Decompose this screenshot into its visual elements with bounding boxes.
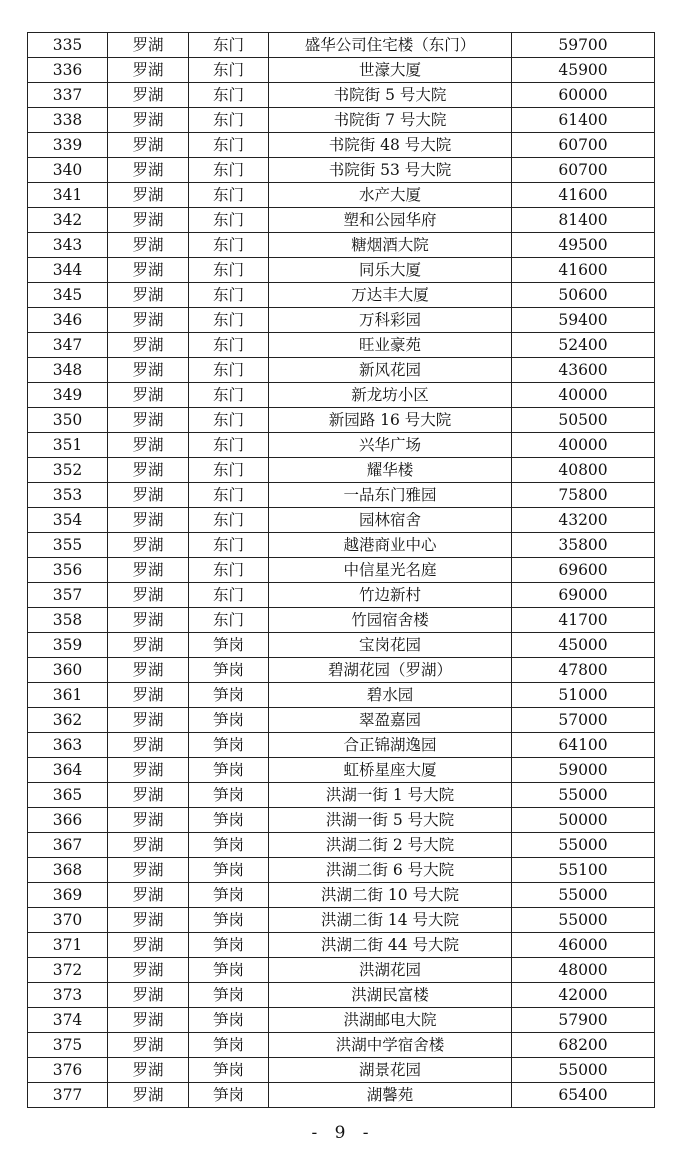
district-cell: 罗湖 (108, 1058, 189, 1083)
row-number-cell: 360 (28, 658, 108, 683)
property-name-cell: 洪湖二街 10 号大院 (269, 883, 512, 908)
district-cell: 罗湖 (108, 183, 189, 208)
property-name-cell: 碧湖花园（罗湖） (269, 658, 512, 683)
district-cell: 罗湖 (108, 408, 189, 433)
price-cell: 69600 (512, 558, 655, 583)
table-row (28, 158, 655, 183)
price-cell: 55000 (512, 908, 655, 933)
table-row (28, 1083, 655, 1108)
street-cell: 东门 (189, 283, 269, 308)
table-row (28, 858, 655, 883)
property-name-cell: 旺业豪苑 (269, 333, 512, 358)
property-name-cell: 塑和公园华府 (269, 208, 512, 233)
district-cell: 罗湖 (108, 208, 189, 233)
street-cell: 笋岗 (189, 1058, 269, 1083)
table-row (28, 483, 655, 508)
property-name-cell: 盛华公司住宅楼（东门） (269, 33, 512, 58)
row-number-cell: 377 (28, 1083, 108, 1108)
price-cell: 48000 (512, 958, 655, 983)
row-number-cell: 341 (28, 183, 108, 208)
street-cell: 东门 (189, 308, 269, 333)
street-cell: 东门 (189, 533, 269, 558)
row-number-cell: 336 (28, 58, 108, 83)
property-name-cell: 书院街 48 号大院 (269, 133, 512, 158)
table-row (28, 683, 655, 708)
table-row (28, 933, 655, 958)
district-cell: 罗湖 (108, 83, 189, 108)
price-cell: 60000 (512, 83, 655, 108)
property-name-cell: 越港商业中心 (269, 533, 512, 558)
street-cell: 笋岗 (189, 783, 269, 808)
price-cell: 35800 (512, 533, 655, 558)
price-cell: 43200 (512, 508, 655, 533)
price-cell: 55000 (512, 1058, 655, 1083)
table-row (28, 558, 655, 583)
street-cell: 东门 (189, 133, 269, 158)
price-cell: 55000 (512, 833, 655, 858)
row-number-cell: 347 (28, 333, 108, 358)
table-row (28, 33, 655, 58)
street-cell: 东门 (189, 458, 269, 483)
property-name-cell: 洪湖一街 5 号大院 (269, 808, 512, 833)
table-row (28, 783, 655, 808)
price-cell: 57000 (512, 708, 655, 733)
district-cell: 罗湖 (108, 258, 189, 283)
price-cell: 52400 (512, 333, 655, 358)
price-cell: 50600 (512, 283, 655, 308)
table-row (28, 183, 655, 208)
price-cell: 45900 (512, 58, 655, 83)
property-name-cell: 书院街 53 号大院 (269, 158, 512, 183)
table-row (28, 133, 655, 158)
table-row (28, 358, 655, 383)
street-cell: 笋岗 (189, 708, 269, 733)
price-cell: 81400 (512, 208, 655, 233)
table-row (28, 58, 655, 83)
price-cell: 51000 (512, 683, 655, 708)
price-cell: 47800 (512, 658, 655, 683)
row-number-cell: 356 (28, 558, 108, 583)
property-name-cell: 新风花园 (269, 358, 512, 383)
district-cell: 罗湖 (108, 458, 189, 483)
district-cell: 罗湖 (108, 108, 189, 133)
street-cell: 笋岗 (189, 883, 269, 908)
property-name-cell: 书院街 7 号大院 (269, 108, 512, 133)
district-cell: 罗湖 (108, 683, 189, 708)
street-cell: 笋岗 (189, 808, 269, 833)
table-row (28, 458, 655, 483)
street-cell: 笋岗 (189, 933, 269, 958)
row-number-cell: 361 (28, 683, 108, 708)
table-row (28, 208, 655, 233)
row-number-cell: 364 (28, 758, 108, 783)
district-cell: 罗湖 (108, 158, 189, 183)
table-row (28, 233, 655, 258)
row-number-cell: 335 (28, 33, 108, 58)
property-name-cell: 宝岗花园 (269, 633, 512, 658)
table-row (28, 808, 655, 833)
street-cell: 笋岗 (189, 958, 269, 983)
property-name-cell: 洪湖二街 6 号大院 (269, 858, 512, 883)
district-cell: 罗湖 (108, 833, 189, 858)
street-cell: 东门 (189, 33, 269, 58)
property-name-cell: 同乐大厦 (269, 258, 512, 283)
property-name-cell: 竹边新村 (269, 583, 512, 608)
street-cell: 笋岗 (189, 658, 269, 683)
table-row (28, 333, 655, 358)
row-number-cell: 348 (28, 358, 108, 383)
row-number-cell: 370 (28, 908, 108, 933)
street-cell: 东门 (189, 333, 269, 358)
district-cell: 罗湖 (108, 233, 189, 258)
street-cell: 东门 (189, 433, 269, 458)
price-cell: 57900 (512, 1008, 655, 1033)
district-cell: 罗湖 (108, 558, 189, 583)
property-name-cell: 湖馨苑 (269, 1083, 512, 1108)
price-cell: 55100 (512, 858, 655, 883)
price-cell: 69000 (512, 583, 655, 608)
street-cell: 东门 (189, 158, 269, 183)
district-cell: 罗湖 (108, 633, 189, 658)
row-number-cell: 375 (28, 1033, 108, 1058)
row-number-cell: 337 (28, 83, 108, 108)
street-cell: 笋岗 (189, 633, 269, 658)
table-row (28, 383, 655, 408)
table-row (28, 758, 655, 783)
district-cell: 罗湖 (108, 783, 189, 808)
street-cell: 笋岗 (189, 683, 269, 708)
district-cell: 罗湖 (108, 358, 189, 383)
price-cell: 41600 (512, 258, 655, 283)
table-row (28, 533, 655, 558)
property-name-cell: 耀华楼 (269, 458, 512, 483)
street-cell: 笋岗 (189, 733, 269, 758)
row-number-cell: 373 (28, 983, 108, 1008)
street-cell: 东门 (189, 408, 269, 433)
table-row (28, 1008, 655, 1033)
district-cell: 罗湖 (108, 908, 189, 933)
property-name-cell: 世濠大厦 (269, 58, 512, 83)
price-cell: 41600 (512, 183, 655, 208)
street-cell: 笋岗 (189, 1033, 269, 1058)
row-number-cell: 353 (28, 483, 108, 508)
district-cell: 罗湖 (108, 733, 189, 758)
row-number-cell: 354 (28, 508, 108, 533)
row-number-cell: 376 (28, 1058, 108, 1083)
row-number-cell: 345 (28, 283, 108, 308)
street-cell: 东门 (189, 58, 269, 83)
district-cell: 罗湖 (108, 883, 189, 908)
property-name-cell: 竹园宿舍楼 (269, 608, 512, 633)
district-cell: 罗湖 (108, 533, 189, 558)
price-table (27, 32, 655, 1108)
district-cell: 罗湖 (108, 483, 189, 508)
street-cell: 东门 (189, 83, 269, 108)
price-cell: 50500 (512, 408, 655, 433)
row-number-cell: 351 (28, 433, 108, 458)
district-cell: 罗湖 (108, 133, 189, 158)
row-number-cell: 357 (28, 583, 108, 608)
row-number-cell: 366 (28, 808, 108, 833)
street-cell: 东门 (189, 258, 269, 283)
price-cell: 59400 (512, 308, 655, 333)
table-row (28, 408, 655, 433)
street-cell: 笋岗 (189, 758, 269, 783)
table-row (28, 308, 655, 333)
street-cell: 东门 (189, 508, 269, 533)
street-cell: 东门 (189, 608, 269, 633)
table-row (28, 708, 655, 733)
street-cell: 笋岗 (189, 833, 269, 858)
price-cell: 49500 (512, 233, 655, 258)
price-cell: 59000 (512, 758, 655, 783)
district-cell: 罗湖 (108, 808, 189, 833)
table-row (28, 958, 655, 983)
row-number-cell: 368 (28, 858, 108, 883)
property-name-cell: 碧水园 (269, 683, 512, 708)
row-number-cell: 346 (28, 308, 108, 333)
price-cell: 50000 (512, 808, 655, 833)
table-row (28, 1033, 655, 1058)
table-row (28, 733, 655, 758)
price-cell: 64100 (512, 733, 655, 758)
row-number-cell: 362 (28, 708, 108, 733)
property-name-cell: 书院街 5 号大院 (269, 83, 512, 108)
row-number-cell: 359 (28, 633, 108, 658)
district-cell: 罗湖 (108, 608, 189, 633)
district-cell: 罗湖 (108, 383, 189, 408)
price-cell: 65400 (512, 1083, 655, 1108)
district-cell: 罗湖 (108, 958, 189, 983)
row-number-cell: 374 (28, 1008, 108, 1033)
street-cell: 东门 (189, 108, 269, 133)
property-name-cell: 洪湖花园 (269, 958, 512, 983)
district-cell: 罗湖 (108, 433, 189, 458)
street-cell: 东门 (189, 233, 269, 258)
street-cell: 东门 (189, 183, 269, 208)
street-cell: 笋岗 (189, 858, 269, 883)
property-name-cell: 兴华广场 (269, 433, 512, 458)
price-cell: 59700 (512, 33, 655, 58)
row-number-cell: 343 (28, 233, 108, 258)
property-name-cell: 糖烟酒大院 (269, 233, 512, 258)
price-cell: 40000 (512, 383, 655, 408)
district-cell: 罗湖 (108, 508, 189, 533)
price-cell: 68200 (512, 1033, 655, 1058)
row-number-cell: 339 (28, 133, 108, 158)
district-cell: 罗湖 (108, 33, 189, 58)
row-number-cell: 350 (28, 408, 108, 433)
district-cell: 罗湖 (108, 758, 189, 783)
table-row (28, 258, 655, 283)
property-name-cell: 水产大厦 (269, 183, 512, 208)
property-name-cell: 洪湖二街 14 号大院 (269, 908, 512, 933)
table-body (28, 33, 655, 1108)
district-cell: 罗湖 (108, 1033, 189, 1058)
page-number: - 9 - (311, 1123, 375, 1143)
table-row (28, 833, 655, 858)
street-cell: 东门 (189, 558, 269, 583)
district-cell: 罗湖 (108, 983, 189, 1008)
property-name-cell: 洪湖二街 2 号大院 (269, 833, 512, 858)
table-row (28, 633, 655, 658)
row-number-cell: 371 (28, 933, 108, 958)
property-name-cell: 洪湖中学宿舍楼 (269, 1033, 512, 1058)
price-cell: 42000 (512, 983, 655, 1008)
property-name-cell: 洪湖邮电大院 (269, 1008, 512, 1033)
price-cell: 45000 (512, 633, 655, 658)
table-row (28, 583, 655, 608)
row-number-cell: 340 (28, 158, 108, 183)
property-name-cell: 湖景花园 (269, 1058, 512, 1083)
property-name-cell: 新龙坊小区 (269, 383, 512, 408)
district-cell: 罗湖 (108, 1008, 189, 1033)
street-cell: 东门 (189, 208, 269, 233)
price-cell: 60700 (512, 158, 655, 183)
row-number-cell: 352 (28, 458, 108, 483)
street-cell: 东门 (189, 383, 269, 408)
property-name-cell: 万达丰大厦 (269, 283, 512, 308)
table-row (28, 608, 655, 633)
district-cell: 罗湖 (108, 708, 189, 733)
row-number-cell: 344 (28, 258, 108, 283)
district-cell: 罗湖 (108, 1083, 189, 1108)
district-cell: 罗湖 (108, 283, 189, 308)
street-cell: 东门 (189, 483, 269, 508)
price-cell: 40800 (512, 458, 655, 483)
row-number-cell: 342 (28, 208, 108, 233)
district-cell: 罗湖 (108, 333, 189, 358)
property-name-cell: 虹桥星座大厦 (269, 758, 512, 783)
property-name-cell: 一品东门雅园 (269, 483, 512, 508)
district-cell: 罗湖 (108, 933, 189, 958)
table-row (28, 1058, 655, 1083)
property-name-cell: 合正锦湖逸园 (269, 733, 512, 758)
street-cell: 东门 (189, 358, 269, 383)
table-row (28, 283, 655, 308)
price-cell: 41700 (512, 608, 655, 633)
property-name-cell: 中信星光名庭 (269, 558, 512, 583)
table-row (28, 983, 655, 1008)
property-name-cell: 洪湖民富楼 (269, 983, 512, 1008)
row-number-cell: 372 (28, 958, 108, 983)
district-cell: 罗湖 (108, 58, 189, 83)
price-cell: 55000 (512, 783, 655, 808)
district-cell: 罗湖 (108, 658, 189, 683)
price-cell: 75800 (512, 483, 655, 508)
street-cell: 笋岗 (189, 983, 269, 1008)
district-cell: 罗湖 (108, 583, 189, 608)
row-number-cell: 358 (28, 608, 108, 633)
property-name-cell: 洪湖二街 44 号大院 (269, 933, 512, 958)
price-cell: 46000 (512, 933, 655, 958)
price-cell: 43600 (512, 358, 655, 383)
row-number-cell: 338 (28, 108, 108, 133)
property-name-cell: 新园路 16 号大院 (269, 408, 512, 433)
row-number-cell: 365 (28, 783, 108, 808)
district-cell: 罗湖 (108, 308, 189, 333)
price-cell: 61400 (512, 108, 655, 133)
street-cell: 笋岗 (189, 1083, 269, 1108)
price-cell: 40000 (512, 433, 655, 458)
property-name-cell: 园林宿舍 (269, 508, 512, 533)
row-number-cell: 355 (28, 533, 108, 558)
row-number-cell: 363 (28, 733, 108, 758)
property-name-cell: 翠盈嘉园 (269, 708, 512, 733)
table-row (28, 658, 655, 683)
table-row (28, 883, 655, 908)
table-row (28, 83, 655, 108)
table-row (28, 508, 655, 533)
row-number-cell: 367 (28, 833, 108, 858)
row-number-cell: 369 (28, 883, 108, 908)
price-cell: 55000 (512, 883, 655, 908)
table-row (28, 908, 655, 933)
property-name-cell: 洪湖一街 1 号大院 (269, 783, 512, 808)
price-cell: 60700 (512, 133, 655, 158)
property-name-cell: 万科彩园 (269, 308, 512, 333)
table-row (28, 433, 655, 458)
row-number-cell: 349 (28, 383, 108, 408)
street-cell: 笋岗 (189, 908, 269, 933)
district-cell: 罗湖 (108, 858, 189, 883)
street-cell: 东门 (189, 583, 269, 608)
table-row (28, 108, 655, 133)
street-cell: 笋岗 (189, 1008, 269, 1033)
